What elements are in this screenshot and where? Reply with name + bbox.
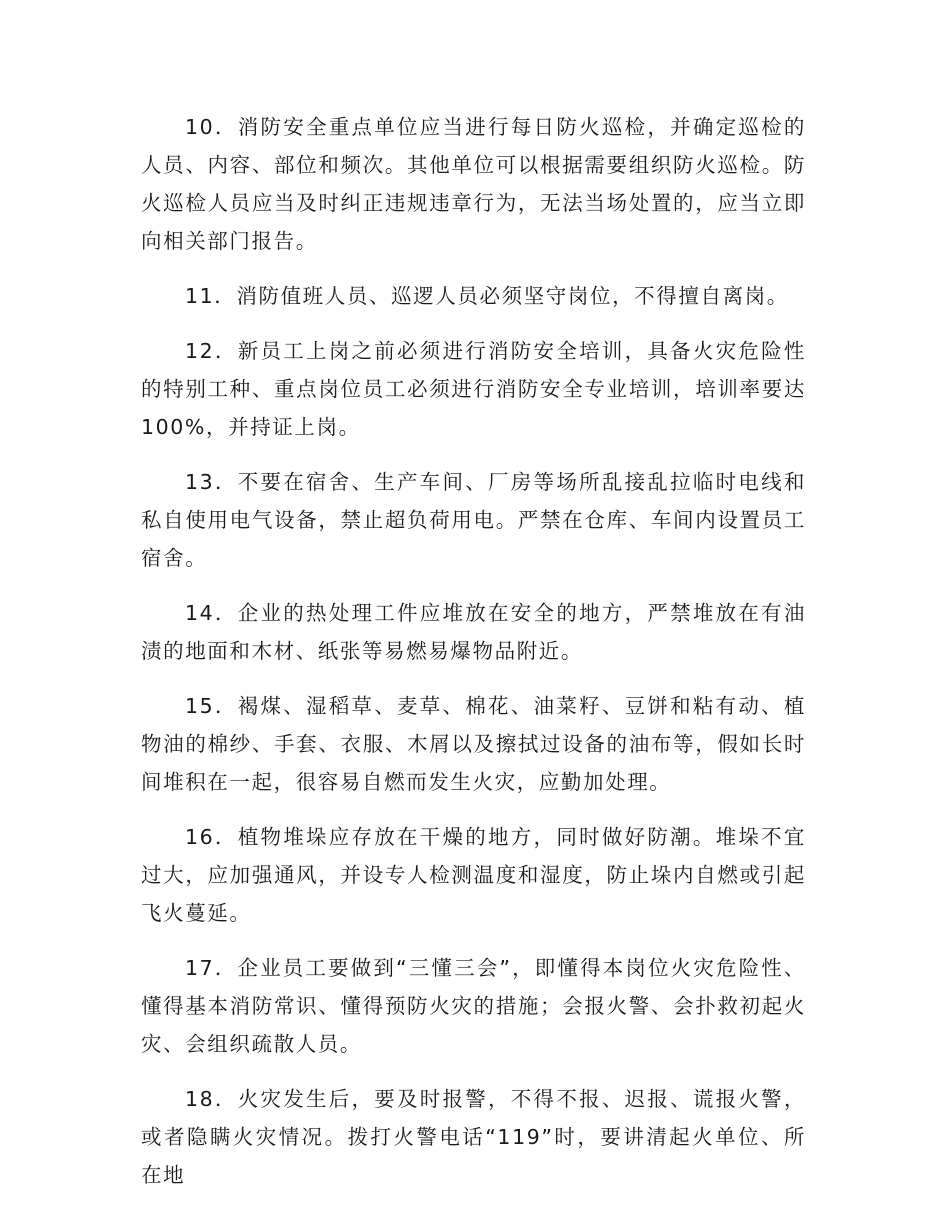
paragraph-13: 13．不要在宿舍、生产车间、厂房等场所乱接乱拉临时电线和私自使用电气设备，禁止超负荷用电。严禁在仓库、车间内设置员工宿舍。 <box>141 470 806 570</box>
paragraph-12: 12．新员工上岗之前必须进行消防安全培训，具备火灾危险性的特别工种、重点岗位员工必须进行消防安全专业培训，培训率要达100%，并持证上岗。 <box>141 339 806 439</box>
paragraph-17: 17．企业员工要做到“三懂三会”，即懂得本岗位火灾危险性、懂得基本消防常识、懂得预防火灾的措施；会报火警、会扑救初起火灾、会组织疏散人员。 <box>141 956 806 1056</box>
paragraph-14: 14．企业的热处理工件应堆放在安全的地方，严禁堆放在有油渍的地面和木材、纸张等易燃易爆物品附近。 <box>141 601 806 663</box>
document-body <box>141 108 806 1211</box>
paragraph-11: 11．消防值班人员、巡逻人员必须坚守岗位，不得擅自离岗。 <box>185 284 789 308</box>
paragraph-16: 16．植物堆垛应存放在干燥的地方，同时做好防潮。堆垛不宜过大，应加强通风，并设专人检测温度和湿度，防止垛内自燃或引起飞火蔓延。 <box>141 825 806 925</box>
paragraph-15: 15．褐煤、湿稻草、麦草、棉花、油菜籽、豆饼和粘有动、植物油的棉纱、手套、衣服、木屑以及擦拭过设备的油布等，假如长时间堆积在一起，很容易自燃而发生火灾，应勤加处理。 <box>141 694 806 794</box>
paragraph-18: 18．火灾发生后，要及时报警，不得不报、迟报、谎报火警，或者隐瞒火灾情况。拨打火警电话“119”时，要讲清起火单位、所在地 <box>141 1087 806 1187</box>
paragraph-10: 10．消防安全重点单位应当进行每日防火巡检，并确定巡检的人员、内容、部位和频次。其他单位可以根据需要组织防火巡检。防火巡检人员应当及时纠正违规违章行为，无法当场处置的，应当立即向相关部门报告。 <box>141 115 806 253</box>
